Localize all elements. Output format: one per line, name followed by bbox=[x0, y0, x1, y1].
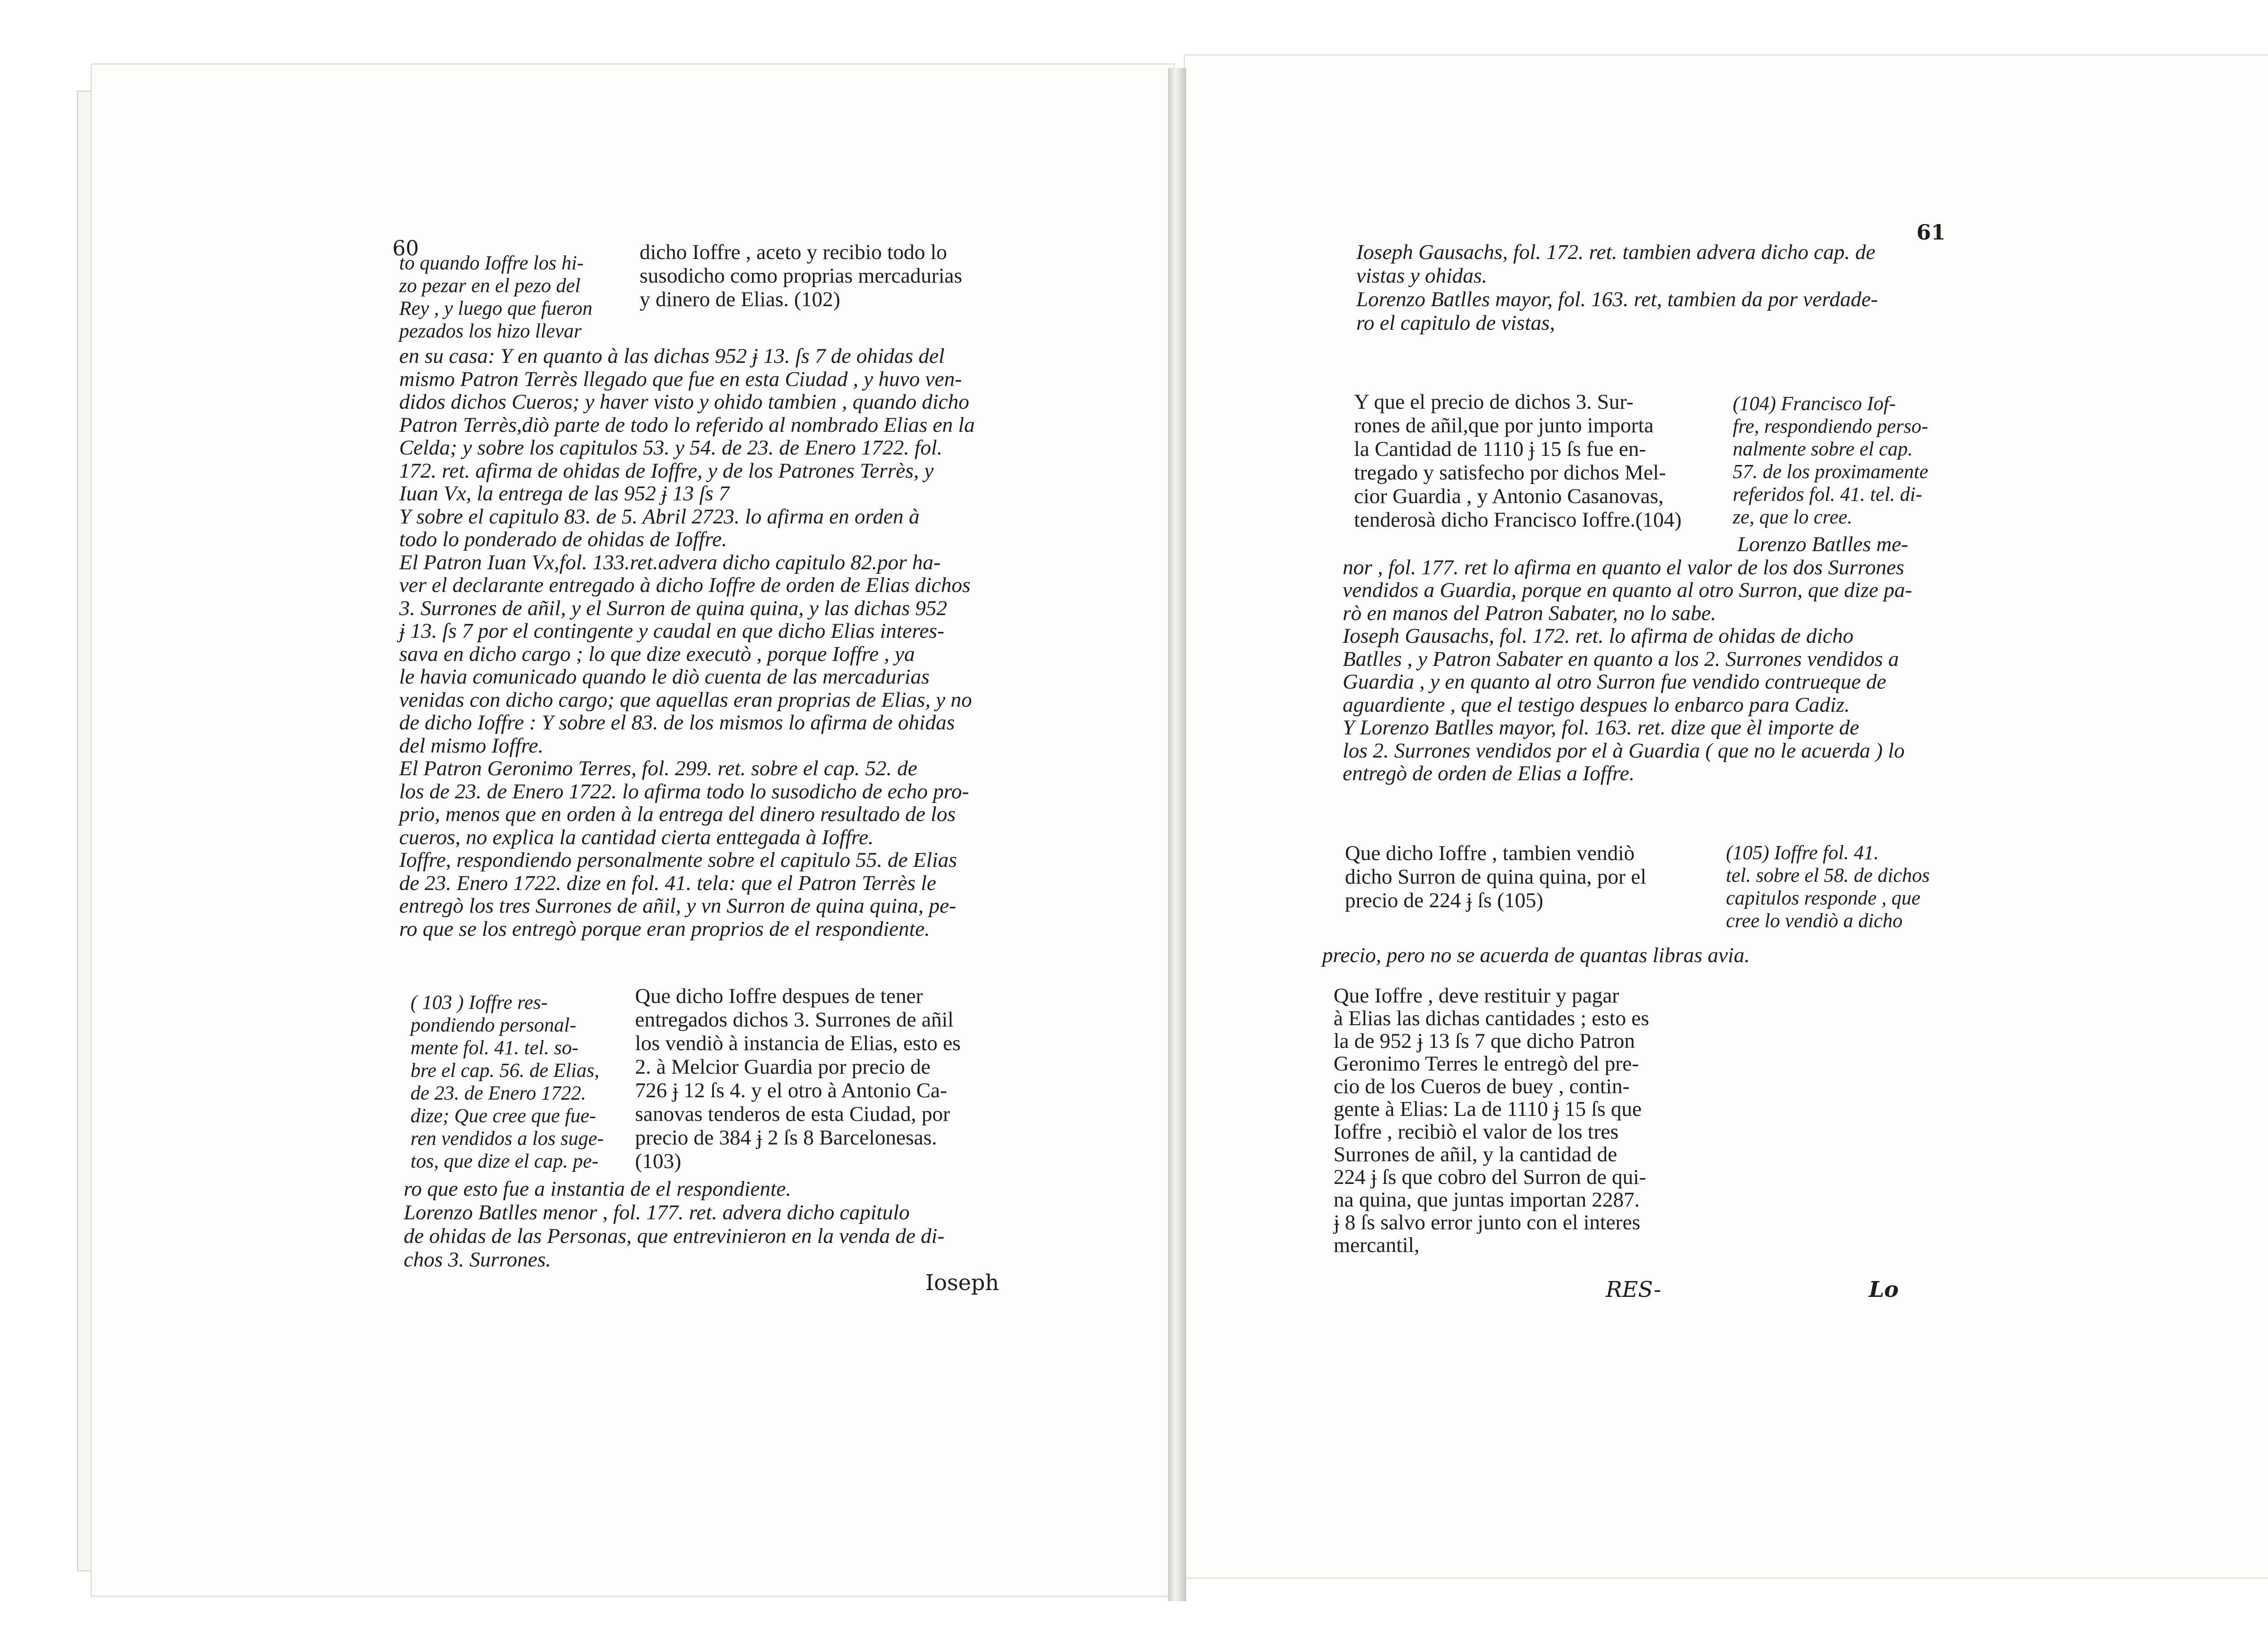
right-body-a: Lorenzo Batlles me- nor , fol. 177. ret lo afirma en quanto el valor de los dos Surrones vendidos a Guardia, porque en quanto al otro Surron, que dize pa- rò en manos del Patron Sabater, no lo sabe. Ioseph Gausachs, fol. 172. ret. lo afirma de ohidas de dicho Batlles , y Patron Sabater en quanto a los 2. Surrones vendidos a Guardia , y en quanto al otro Surron fue vendido contrueque de aguardiente , que el testigo despues lo enbarco para Cadiz. Y Lorenzo Batlles mayor, fol. 163. ret. dize que èl importe de los 2. Surrones vendidos por el à Guardia ( que no le acuerda ) lo entregò de orden de Elias a Ioffre. bbox=[1343, 533, 1912, 785]
catchword-mid-right: RES- bbox=[1606, 1277, 1662, 1302]
book-gutter bbox=[1168, 68, 1186, 1601]
right-body-b: precio, pero no se acuerda de quantas libras avia. bbox=[1322, 944, 1750, 967]
left-column-mid: Que dicho Ioffre despues de tener entregados dichos 3. Surrones de añil los vendiò à instancia de Elias, esto es 2. à Melcior Guardia por precio de 726 ɉ 12 ſs 4. y el otro à Antonio Ca- sanovas tenderos de esta Ciudad, por precio de 384 ɉ 2 ſs 8 Barcelonesas. (103) bbox=[635, 984, 961, 1173]
left-tail-text: ro que esto fue a instantia de el respondiente. Lorenzo Batlles menor , fol. 177. ret. advera dicho capitulo de ohidas de las Personas, que entrevinieron en la venda de di- chos 3. Surrones. bbox=[404, 1177, 945, 1271]
right-column-c: Que Ioffre , deve restituir y pagar à Elias las dichas cantidades ; esto es la de 952 ɉ 13 ſs 7 que dicho Patron Geronimo Terres le entregò del pre- cio de los Cueros de buey , contin- gente à Elias: La de 1110 ɉ 15 ſs que Ioffre , recibiò el valor de los tres Surrones de añil, y la cantidad de 224 ɉ ſs que cobro del Surron de qui- na quina, que juntas importan 2287. ɉ 8 ſs salvo error junto con el interes mercantil, bbox=[1334, 984, 1649, 1257]
marginal-note-104: (104) Francisco Iof- fre, respondiendo perso- nalmente sobre el cap. 57. de los proximamente referidos fol. 41. tel. di- ze, que lo cree. bbox=[1733, 392, 1928, 528]
right-column-b: Que dicho Ioffre , tambien vendiò dicho Surron de quina quina, por el precio de 224 ɉ ſs (105) bbox=[1345, 841, 1647, 912]
catchword-left: Ioseph bbox=[925, 1270, 999, 1296]
right-column-a: Y que el precio de dichos 3. Sur- rones de añil,que por junto importa la Cantidad de 1110 ɉ 15 ſs fue en- tregado y satisfecho por dichos Mel- cior Guardia , y Antonio Casanovas, tenderosà dicho Francisco Ioffre.(104) bbox=[1354, 390, 1682, 532]
page-number-right: 61 bbox=[1916, 220, 1946, 244]
marginal-note-105: (105) Ioffre fol. 41. tel. sobre el 58. de dichos capitulos responde , que cree lo vendiò a dicho bbox=[1726, 841, 1930, 932]
left-body-text: en su casa: Y en quanto à las dichas 952 ɉ 13. ſs 7 de ohidas del mismo Patron Terrès llegado que fue en esta Ciudad , y huvo ven- didos dichos Cueros; y haver visto y ohido tambien , quando dicho Patron Terrès,diò parte de todo lo referido al nombrado Elias en la Celda; y sobre los capitulos 53. y 54. de 23. de Enero 1722. fol. 172. ret. afirma de ohidas de Ioffre, y de los Patrones Terrès, y Iuan Vx, la entrega de las 952 ɉ 13 ſs 7 Y sobre el capitulo 83. de 5. Abril 2723. lo afirma en orden à todo lo ponderado de ohidas de Ioffre. El Patron Iuan Vx,fol. 133.ret.advera dicho capitulo 82.por ha- ver el declarante entregado à dicho Ioffre de orden de Elias dichos 3. Surrones de añil, y el Surron de quina quina, y las dichas 952 ɉ 13. ſs 7 por el contingente y caudal en que dicho Elias interes- sava en dicho cargo ; lo que dize executò , porque Ioffre , ya le havia comunicado quando le diò cuenta de las mercadurias venidas con dicho cargo; que aquellas eran proprias de Elias, y no de dicho Ioffre : Y sobre el 83. de los mismos lo afirma de ohidas del mismo Ioffre. El Patron Geronimo Terres, fol. 299. ret. sobre el cap. 52. de los de 23. de Enero 1722. lo afirma todo lo susodicho de echo pro- prio, menos que en orden à la entrega del dinero resultado de los cueros, no explica la cantidad cierta enttegada à Ioffre. Ioffre, respondiendo personalmente sobre el capitulo 55. de Elias de 23. Enero 1722. dize en fol. 41. tela: que el Patron Terrès le entregò los tres Surrones de añil, y vn Surron de quina quina, pe- ro que se los entregò porque eran proprios de el respondiente. bbox=[399, 344, 975, 941]
marginal-note-102: to quando Ioffre los hi- zo pezar en el pezo del Rey , y luego que fueron pezados los hizo llevar bbox=[399, 252, 592, 342]
marginal-note-103: ( 103 ) Ioffre res- pondiendo personal- mente fol. 41. tel. so- bre el cap. 56. de Elias, de 23. de Enero 1722. dize; Que cree que fue- ren vendidos a los suge- tos, que dize el cap. pe- bbox=[411, 991, 604, 1172]
left-column-top: dicho Ioffre , aceto y recibio todo lo susodicho como proprias mercadurias y dinero de Elias. (102) bbox=[640, 240, 963, 311]
catchword-right: Lo bbox=[1869, 1277, 1899, 1302]
page-number-left: 60 bbox=[392, 236, 419, 260]
right-top-text: Ioseph Gausachs, fol. 172. ret. tambien advera dicho cap. de vistas y ohidas. Lorenzo Batlles mayor, fol. 163. ret, tambien da por verdade- ro el capitulo de vistas, bbox=[1356, 240, 1878, 335]
